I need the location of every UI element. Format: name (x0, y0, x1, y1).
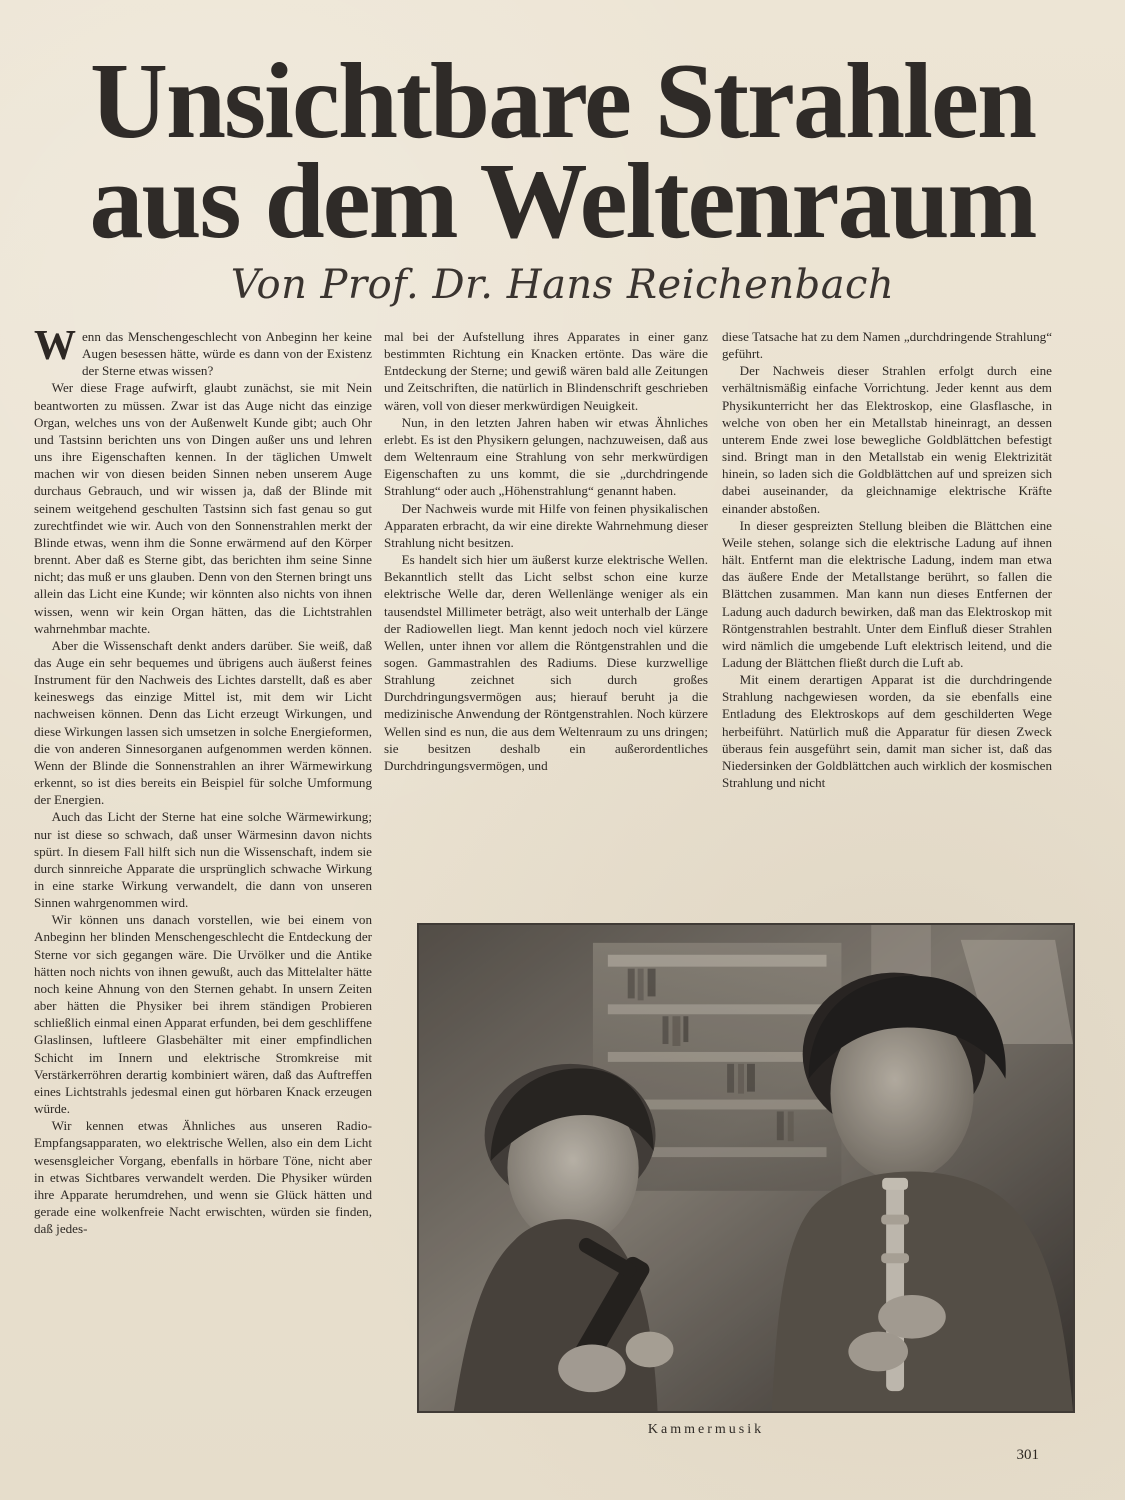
right-paragraph-4: Mit einem derartigen Apparat ist die durchdringende Strahlung nachgewiesen worden, da sie ebenfalls eine Entladung des Elektroskops auf dem geschilderten Wege herbeiführt. Natürlich muß die Apparatur für diesen Zweck überaus fein ausgeführt sein, damit man sicher ist, daß das Niedersinken der Goldblättchen auch wirklich der kosmischen Strahlung und nicht (722, 672, 1052, 791)
left-paragraph-5: Wir können uns danach vorstellen, wie bei einem von Anbeginn her blinden Menschengeschlecht die Entdeckung der Sterne vor sich gegangen wäre. Die Urvölker und die Antike hätten noch nichts von ihnen gewußt, auch das Mittelalter hätte noch keine Ahnung von den Sternen gehabt. In unsern Zeiten aber hätten die Physiker bei ihrem ständigen Probieren schließlich einmal einen Apparat erfunden, bei dem geschliffene Glaslinsen, luftleere Glasbehälter mit einer empfindlichen Schicht im Innern und elektrische Stromkreise mit Verstärkerröhren derartig kombiniert wären, daß das Auftreffen eines Lichtstrahls jedesmal einen gut hörbaren Knack erzeugen würde. (34, 912, 372, 1117)
middle-paragraph-1: mal bei der Aufstellung ihres Apparates in einer ganz bestimmten Richtung ein Knacken ertönte. Das wäre die Entdeckung der Sterne; und gewiß wären bald alle Zeitungen und Zeitschriften, die natürlich in Blindenschrift geschrieben wären, voll von dieser merkwürdigen Neuigkeit. (384, 329, 708, 413)
left-paragraph-6: Wir kennen etwas Ähnliches aus unseren Radio-Empfangsapparaten, wo elektrische Wellen, also ein dem Licht wesensgleicher Vorgang, ebenfalls in hörbare Töne, nicht aber in etwas Sichtbares verwandelt werden. Die Physiker würden ihre Apparate herumdrehen, und wenn sie Glück hätten und gerade eine wolkenfreie Nacht erwischten, würden sie finden, daß jedes- (34, 1118, 372, 1237)
left-paragraph-4: Auch das Licht der Sterne hat eine solche Wärmewirkung; nur ist diese so schwach, daß unser Wärmesinn davon nichts spürt. In diesem Fall hilft sich nun die Wissenschaft, indem sie durch sinnreiche Apparate die ursprünglich schwache Wirkung in eine starke Wirkung verwandelt, die dann von unseren Sinnen wahrgenommen wird. (34, 809, 372, 911)
article-photo (417, 923, 1075, 1413)
left-paragraph-1-text: enn das Menschengeschlecht von Anbeginn her keine Augen besessen hätte, würde es dann von der Existenz der Sterne etwas wissen? (82, 329, 372, 379)
middle-paragraph-2: Nun, in den letzten Jahren haben wir etwas Ähnliches erlebt. Es ist den Physikern gelungen, nachzuweisen, daß aus dem Weltenraum eine Strahlung von sehr merkwürdigen Eigenschaften zu uns kommt, die sie „durchdringende Strahlung“ oder auch „Höhenstrahlung“ genannt haben. (384, 414, 708, 499)
right-paragraph-2: Der Nachweis dieser Strahlen erfolgt durch eine verhältnismäßig einfache Vorrichtung. Jeder kennt aus dem Physikunterricht her das Elektroskop, eine Glasflasche, in welche von oben her ein Metallstab hineinragt, an dessen unterem Ende zwei lose bewegliche Goldblättchen befestigt sind. Bringt man in den Metallstab ein wenig Elektrizität hinein, so laden sich die Goldblättchen auf und spreizen sich dabei auseinander, da gleichnamige elektrische Kräfte einander abstoßen. (722, 363, 1052, 516)
left-paragraph-3: Aber die Wissenschaft denkt anders darüber. Sie weiß, daß das Auge ein sehr bequemes und übrigens auch äußerst feines Instrument für den Nachweis des Lichtes darstellt, daß es aber keineswegs das einzige Mittel ist, mit dem wir Licht nachweisen können. Denn das Licht erzeugt Wirkungen, und diese Wirkungen lassen sich umsetzen in solche Energieformen, die von anderen Sinnesorganen aufgenommen werden können. Wenn der Blinde die Sonnenstrahlen an ihrer Wärmewirkung erkennt, so ist dies bereits ein Beispiel für solche Umformung der Energien. (34, 637, 372, 808)
article-title-line-2: aus dem Weltenraum (89, 142, 1036, 261)
page-number: 301 (1016, 1447, 1039, 1463)
article-title-line-1: Unsichtbare Strahlen (89, 42, 1036, 161)
dropcap-letter: W (34, 328, 76, 369)
text-column-right (710, 328, 1052, 868)
left-paragraph-1 (34, 328, 372, 379)
middle-paragraph-4: Es handelt sich hier um äußerst kurze elektrische Wellen. Bekanntlich stellt das Licht selbst schon eine kurze elektrische Welle dar, deren Wellenlänge weniger als ein tausendstel Millimeter beträgt, also weit unterhalb der Länge der Radiowellen liegt. Man kennt jedoch noch viel kürzere Wellen, unter ihnen vor allem die Röntgenstrahlen und die sogen. Gammastrahlen des Radiums. Diese kurzwellige Strahlung zeichnet sich durch großes Durchdringungsvermögen aus; hierauf beruht ja die medizinische Anwendung der Röntgenstrahlen. Noch kürzere Wellen sind es nun, die aus dem Weltenraum zu uns dringen; sie besitzen deshalb ein außerordentliches Durchdringungsvermögen, und (384, 552, 708, 773)
right-paragraph-1: diese Tatsache hat zu dem Namen „durchdringende Strahlung“ geführt. (722, 329, 1052, 362)
text-column-middle (372, 328, 708, 868)
middle-paragraph-3: Der Nachweis wurde mit Hilfe von feinen physikalischen Apparaten erbracht, da wir eine direkte Wahrnehmung dieser Strahlung nicht besitzen. (384, 500, 708, 550)
left-paragraph-2: Wer diese Frage aufwirft, glaubt zunächst, sie mit Nein beantworten zu müssen. Zwar ist das Auge nicht das einzige Organ, welches uns von der Außenwelt Kunde gibt; auch Ohr und Tastsinn berichten uns von Dingen außer uns und lehren uns ihre Eigenschaften kennen. In der täglichen Umwelt machen wir von diesen beiden Sinnen neben unserem Auge durchaus Gebrauch, und wir wissen ja, daß der Blinde mit seinem weitgehend geschulten Tastsinn sich fast genau so gut zurechtfindet wie wir. Auch von den Sonnenstrahlen merkt der Blinde etwas, wenn ihm die Sonne erwärmend auf den Körper brennt. Aber daß es Sterne gibt, das berichten ihm seine Sinne nicht; das muß er uns glauben. Denn von den Sternen bringt uns allein das Licht eine Kunde; wir könnten also nichts von ihnen wissen, wenn wir kein Organ hätten, das die Lichtstrahlen wahrnehmbar machte. (34, 380, 372, 636)
article-byline: Von Prof. Dr. Hans Reichenbach (230, 262, 895, 308)
photo-caption: Kammermusik (647, 1422, 765, 1437)
photo-icon (419, 925, 1073, 1411)
right-paragraph-3: In dieser gespreizten Stellung bleiben die Blättchen eine Weile stehen, solange sich die elektrische Ladung auf ihnen hält. Entfernt man die elektrische Ladung, indem man etwa das äußere Ende der Metallstange berührt, so fallen die Blättchen zusammen. Man kann nun dieses Entfernen der Ladung auch dadurch bewirken, daß man das Elektroskop mit Röntgenstrahlen bestrahlt. Unter dem Einfluß dieser Strahlen wird nämlich die umgebende Luft elektrisch leitend, und die Ladung der Blättchen fließt durch die Luft ab. (722, 517, 1052, 670)
text-column-left (34, 328, 372, 1454)
